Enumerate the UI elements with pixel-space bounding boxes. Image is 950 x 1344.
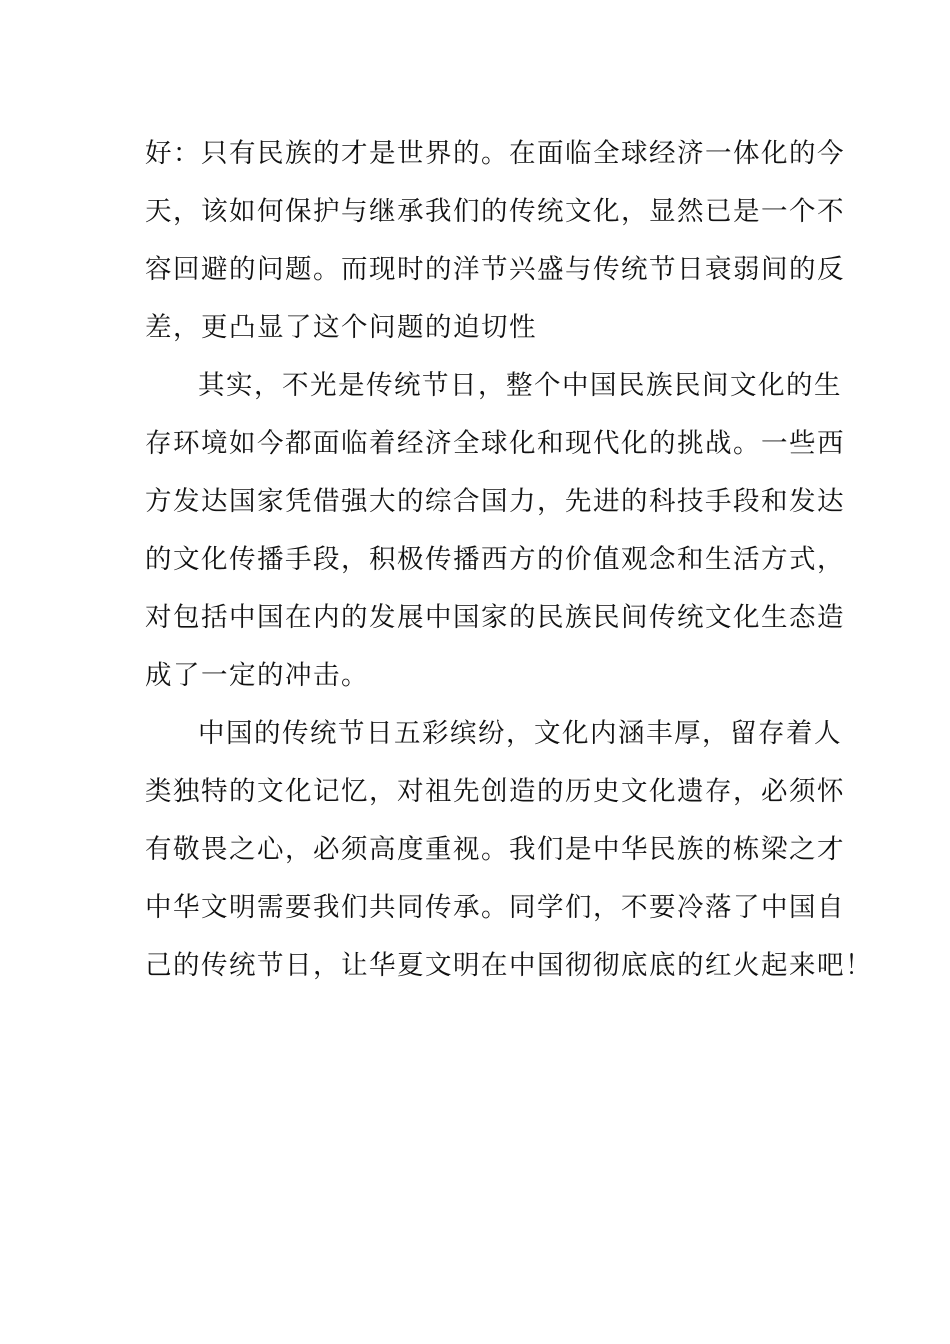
text-line: 存环境如今都面临着经济全球化和现代化的挑战。一些西 — [145, 428, 845, 459]
text-line: 类独特的文化记忆，对祖先创造的历史文化遗存，必须怀 — [145, 776, 845, 807]
paragraph-3 — [145, 705, 873, 995]
text-line: 天，该如何保护与继承我们的传统文化，显然已是一个不 — [145, 196, 845, 227]
document-body — [145, 125, 873, 995]
text-line: 其实，不光是传统节日，整个中国民族民间文化的生 — [198, 370, 842, 401]
text-line: 差，更凸显了这个问题的迫切性 — [145, 312, 537, 343]
text-line: 成了一定的冲击。 — [145, 660, 369, 691]
text-line: 中华文明需要我们共同传承。同学们，不要冷落了中国自 — [145, 892, 845, 923]
text-line: 的文化传播手段，积极传播西方的价值观念和生活方式， — [145, 544, 845, 575]
paragraph-1 — [145, 125, 845, 357]
text-line: 己的传统节日，让华夏文明在中国彻彻底底的红火起来吧！ — [145, 950, 873, 981]
text-line: 有敬畏之心，必须高度重视。我们是中华民族的栋梁之才 — [145, 834, 845, 865]
paragraph-2 — [145, 357, 845, 705]
text-line: 好：只有民族的才是世界的。在面临全球经济一体化的今 — [145, 138, 845, 169]
text-line: 对包括中国在内的发展中国家的民族民间传统文化生态造 — [145, 602, 845, 633]
text-line: 中国的传统节日五彩缤纷，文化内涵丰厚，留存着人 — [198, 718, 842, 749]
text-line: 方发达国家凭借强大的综合国力，先进的科技手段和发达 — [145, 486, 845, 517]
text-line: 容回避的问题。而现时的洋节兴盛与传统节日衰弱间的反 — [145, 254, 845, 285]
